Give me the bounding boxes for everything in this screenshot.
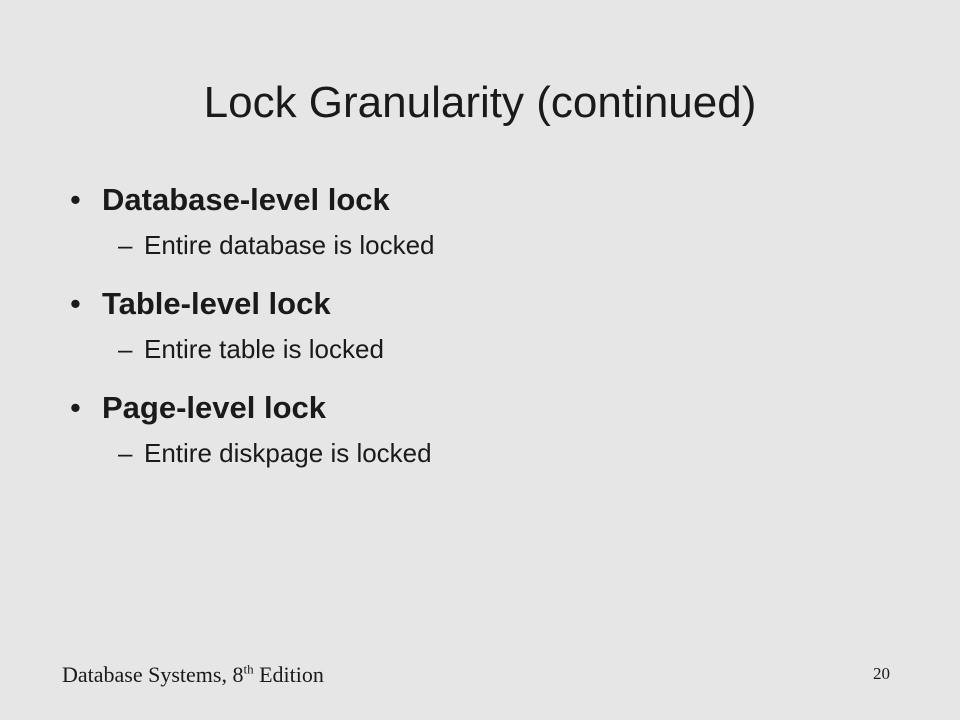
sub-bullet-row	[70, 230, 910, 286]
bullet-label: Page-level lock	[102, 390, 327, 425]
sub-bullet-label: Entire table is locked	[144, 334, 384, 364]
sub-bullet-row	[70, 438, 910, 494]
slide-title: Lock Granularity (continued)	[203, 78, 757, 127]
sub-bullet-marker: –	[118, 334, 133, 364]
footer-book-suffix: Edition	[253, 662, 324, 687]
sub-bullet-label: Entire diskpage is locked	[144, 438, 432, 468]
bullet-label: Database-level lock	[102, 182, 390, 217]
bullet-list	[70, 182, 910, 494]
bullet-marker: •	[70, 286, 81, 321]
bullet-row	[70, 286, 910, 334]
bullet-row	[70, 390, 910, 438]
footer-book-superscript: th	[243, 661, 254, 677]
page-number: 20	[873, 664, 890, 683]
sub-bullet-row	[70, 334, 910, 390]
bullet-marker: •	[70, 182, 81, 217]
bullet-row	[70, 182, 910, 230]
sub-bullet-marker: –	[118, 438, 133, 468]
bullet-item	[70, 390, 910, 494]
bullet-item	[70, 286, 910, 390]
footer-book-title	[62, 662, 324, 688]
bullet-marker: •	[70, 390, 81, 425]
sub-bullet-label: Entire database is locked	[144, 230, 435, 260]
bullet-item	[70, 182, 910, 286]
sub-bullet-marker: –	[118, 230, 133, 260]
bullet-label: Table-level lock	[102, 286, 331, 321]
footer-book-prefix: Database Systems, 8	[62, 662, 244, 687]
